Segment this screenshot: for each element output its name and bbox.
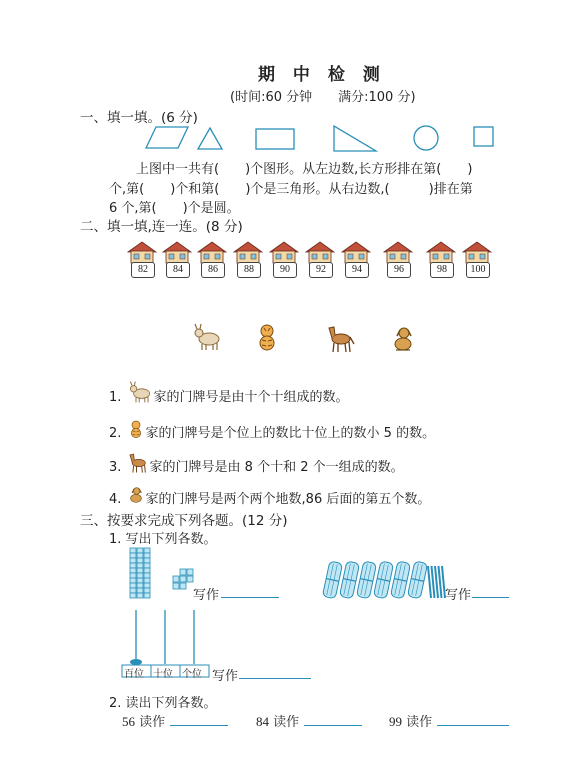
section3-sub2: 2. 读出下列各数。 xyxy=(109,696,217,711)
stick-bundle xyxy=(390,561,410,599)
rectangle-shape xyxy=(256,129,294,149)
goat-icon[interactable] xyxy=(192,322,222,352)
write-label-3: 写作 xyxy=(212,669,239,684)
triangle-shape xyxy=(198,128,222,149)
question-1-text: 家的门牌号是由十个十组成的数。 xyxy=(153,390,349,405)
house-86[interactable] xyxy=(197,240,227,280)
question-4-number: 4. xyxy=(109,492,122,507)
stick-bundle xyxy=(407,561,427,599)
house-icon xyxy=(341,240,371,264)
house-88[interactable] xyxy=(233,240,263,280)
single-stick xyxy=(435,566,438,598)
abacus-label-hundreds: 百位 xyxy=(124,669,144,680)
read-label-2: 读作 xyxy=(273,715,300,730)
house-number-plate: 84 xyxy=(166,262,190,278)
house-number-plate: 90 xyxy=(273,262,297,278)
dog-icon[interactable] xyxy=(388,324,418,354)
house-number-plate: 100 xyxy=(466,262,490,278)
house-icon xyxy=(305,240,335,264)
stick-bundle xyxy=(356,561,376,599)
stick-bundle xyxy=(373,561,393,599)
house-90[interactable] xyxy=(269,240,299,280)
horse-icon xyxy=(126,452,150,474)
question-3 xyxy=(109,452,404,475)
write-answer-line-2[interactable] xyxy=(472,597,509,598)
house-number-plate: 96 xyxy=(387,262,411,278)
house-84[interactable] xyxy=(162,240,192,280)
section3-sub1: 1. 写出下列各数。 xyxy=(109,532,217,547)
house-number-plate: 86 xyxy=(201,262,225,278)
house-94[interactable] xyxy=(341,240,371,280)
question-1 xyxy=(109,380,349,405)
abacus-label-ones: 个位 xyxy=(182,669,202,680)
question-2-number: 2. xyxy=(109,426,122,441)
read-item-3 xyxy=(389,711,432,730)
write-label-1: 写作 xyxy=(193,588,220,603)
house-98[interactable] xyxy=(426,240,456,280)
goat-icon xyxy=(126,380,154,404)
single-stick xyxy=(439,566,442,598)
write-answer-line-3[interactable] xyxy=(239,678,311,679)
house-icon xyxy=(426,240,456,264)
read-answer-line-2[interactable] xyxy=(304,725,362,726)
read-label-3: 读作 xyxy=(406,715,433,730)
base-ten-blocks-1 xyxy=(128,546,198,602)
house-icon xyxy=(462,240,492,264)
bundles-of-ten xyxy=(322,560,447,602)
read-answer-line-3[interactable] xyxy=(437,725,509,726)
house-96[interactable] xyxy=(383,240,413,280)
section3-heading: 三、按要求完成下列各题。(12 分) xyxy=(80,513,288,529)
section1-line1: 上图中一共有( )个图形。从左边数,长方形排在第( ) xyxy=(136,162,473,177)
house-number-plate: 94 xyxy=(345,262,369,278)
house-icon xyxy=(127,240,157,264)
abacus-label-tens: 十位 xyxy=(153,669,173,680)
horse-icon[interactable] xyxy=(325,324,355,354)
tiger-icon xyxy=(126,418,146,440)
stick-bundle xyxy=(322,561,342,599)
dog-icon xyxy=(126,484,146,506)
read-number-1: 56 xyxy=(122,714,135,729)
house-number-plate: 92 xyxy=(309,262,333,278)
right-triangle-shape xyxy=(334,126,376,151)
section1-line3: 6 个,第( )个是圆。 xyxy=(109,201,240,216)
house-number-plate: 98 xyxy=(430,262,454,278)
page-title: 期 中 检 测 xyxy=(258,65,386,85)
page-subtitle: (时间:60 分钟 满分:100 分) xyxy=(230,90,416,105)
house-icon xyxy=(269,240,299,264)
write-label-2: 写作 xyxy=(445,588,472,603)
section1-heading: 一、填一填。(6 分) xyxy=(80,110,198,126)
circle-shape xyxy=(414,126,438,150)
house-number-plate: 88 xyxy=(237,262,261,278)
question-4-text: 家的门牌号是两个两个地数,86 后面的第五个数。 xyxy=(145,492,431,507)
read-number-2: 84 xyxy=(256,714,269,729)
house-82[interactable] xyxy=(127,240,157,280)
read-number-3: 99 xyxy=(389,714,402,729)
house-icon xyxy=(383,240,413,264)
question-2 xyxy=(109,418,435,441)
single-stick xyxy=(432,566,435,598)
question-3-number: 3. xyxy=(109,460,122,475)
question-2-text: 家的门牌号是个位上的数比十位上的数小 5 的数。 xyxy=(145,426,436,441)
house-icon xyxy=(197,240,227,264)
write-answer-line-1[interactable] xyxy=(221,597,279,598)
stick-bundle xyxy=(339,561,359,599)
house-100[interactable] xyxy=(462,240,492,280)
tiger-icon[interactable] xyxy=(252,322,282,352)
square-shape xyxy=(474,127,493,146)
shapes-row xyxy=(136,123,506,153)
house-number-plate: 82 xyxy=(131,262,155,278)
read-label-1: 读作 xyxy=(139,715,166,730)
parallelogram-shape xyxy=(146,127,188,148)
read-item-2 xyxy=(256,711,299,730)
question-1-number: 1. xyxy=(109,390,122,405)
house-92[interactable] xyxy=(305,240,335,280)
section2-heading: 二、填一填,连一连。(8 分) xyxy=(80,219,243,235)
read-answer-line-1[interactable] xyxy=(170,725,228,726)
question-3-text: 家的门牌号是由 8 个十和 2 个一组成的数。 xyxy=(149,460,404,475)
house-icon xyxy=(233,240,263,264)
single-stick xyxy=(428,566,431,598)
read-item-1 xyxy=(122,711,165,730)
question-4 xyxy=(109,484,430,507)
section1-line2: 个,第( )个和第( )个是三角形。从右边数,( )排在第 xyxy=(109,182,473,197)
house-icon xyxy=(162,240,192,264)
